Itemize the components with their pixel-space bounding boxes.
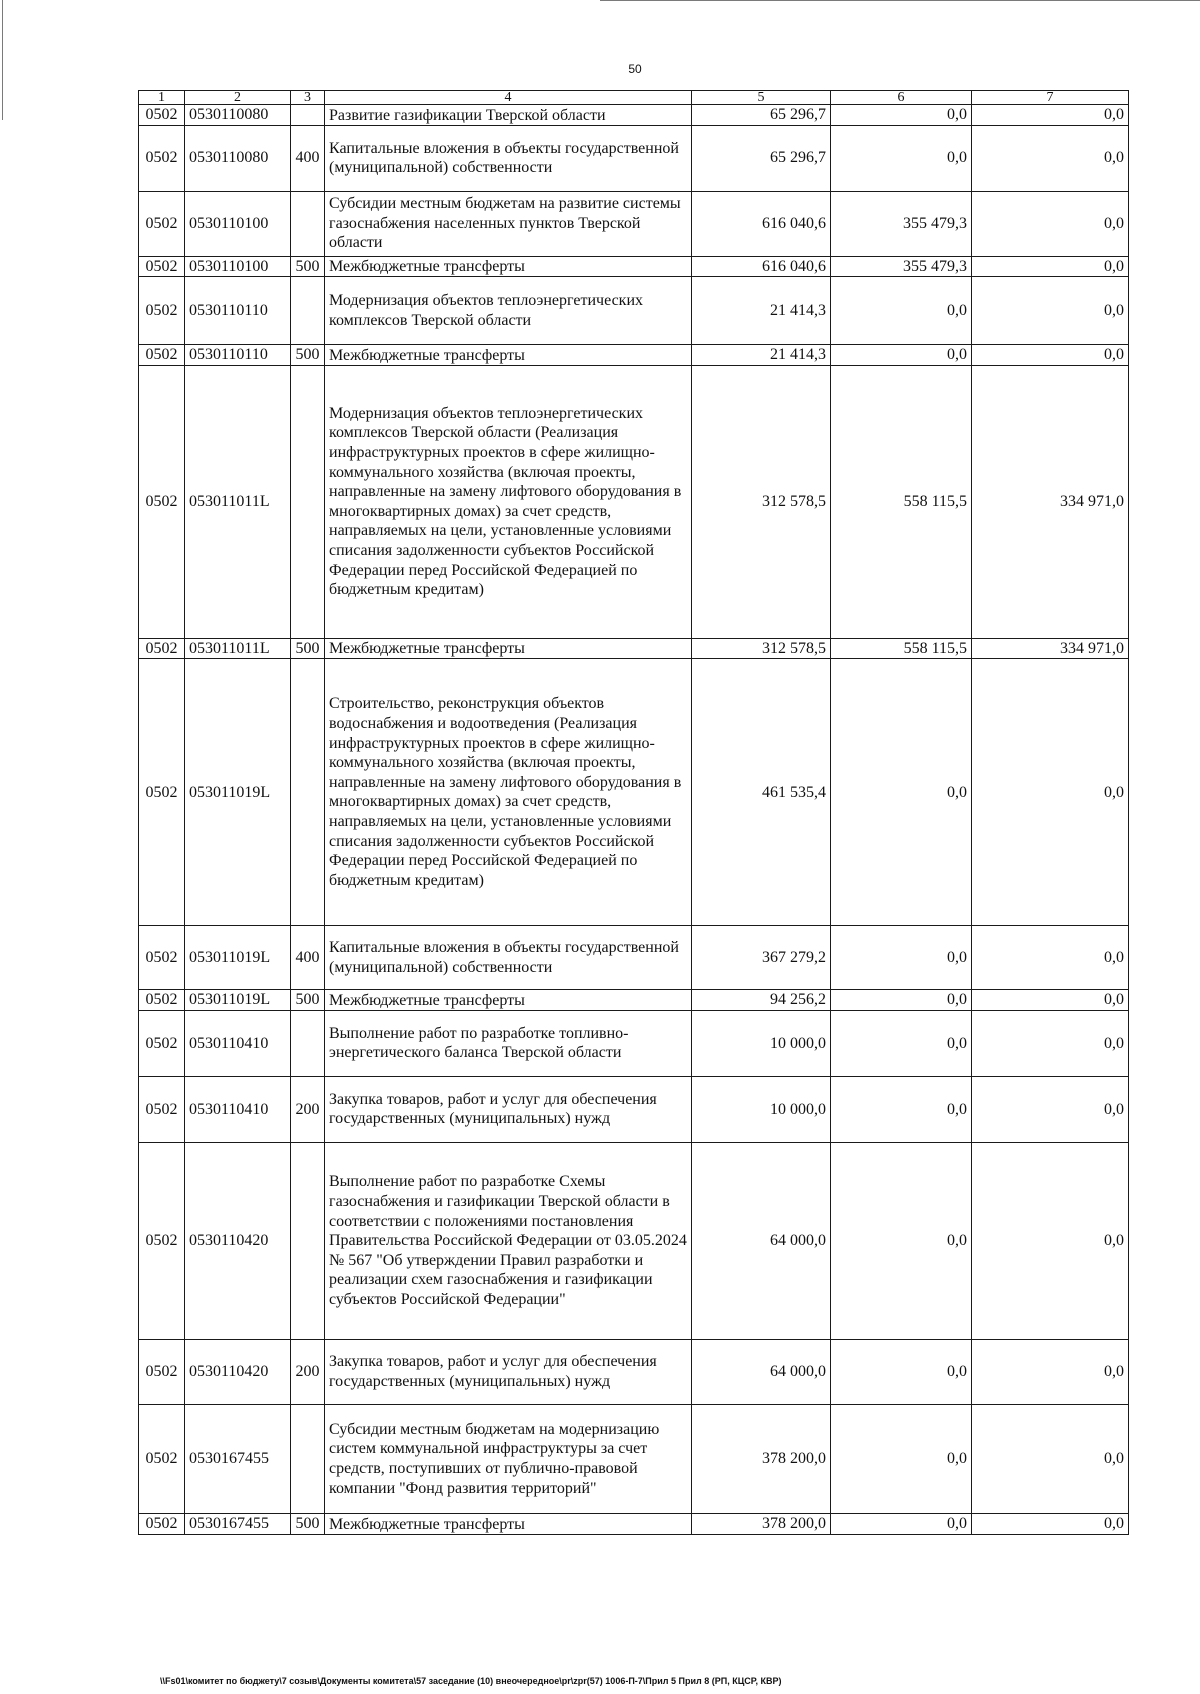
amount-col7-cell: 0,0	[972, 926, 1129, 990]
section-code-cell: 0502	[139, 191, 185, 256]
amount-col6-cell: 0,0	[831, 990, 972, 1011]
description-cell: Закупка товаров, работ и услуг для обеспечения государственных (муниципальных) нужд	[325, 1339, 692, 1404]
amount-col6-cell: 0,0	[831, 1010, 972, 1076]
target-article-code-cell: 0530110080	[185, 125, 291, 191]
section-code-cell: 0502	[139, 1010, 185, 1076]
target-article-code-cell: 0530110080	[185, 105, 291, 126]
table-row	[139, 277, 1129, 345]
amount-col7-cell: 0,0	[972, 345, 1129, 366]
description-cell: Межбюджетные трансферты	[325, 345, 692, 366]
header-cell-1: 1	[139, 91, 185, 105]
amount-col7-cell: 334 971,0	[972, 638, 1129, 659]
amount-col7-cell: 0,0	[972, 1142, 1129, 1339]
table-header-row	[139, 91, 1129, 105]
amount-col5-cell: 64 000,0	[692, 1142, 831, 1339]
table-row	[139, 365, 1129, 638]
table-row	[139, 659, 1129, 926]
target-article-code-cell: 0530110420	[185, 1339, 291, 1404]
amount-col7-cell: 0,0	[972, 1076, 1129, 1142]
amount-col5-cell: 10 000,0	[692, 1010, 831, 1076]
description-cell: Строительство, реконструкция объектов водоснабжения и водоотведения (Реализация инфраструктурных проектов в сфере жилищно-коммунального хозяйства (включая проекты, направленные на замену лифтового оборудования в многоквартирных домах) за счет средств, направляемых на цели, установленные условиями списания задолженности субъектов Российской Федерации перед Российской Федерацией по бюджетным кредитам)	[325, 659, 692, 926]
expense-type-code-cell: 200	[291, 1076, 325, 1142]
amount-col7-cell: 0,0	[972, 1010, 1129, 1076]
expense-type-code-cell: 400	[291, 125, 325, 191]
amount-col6-cell: 0,0	[831, 1076, 972, 1142]
amount-col5-cell: 312 578,5	[692, 365, 831, 638]
header-cell-4: 4	[325, 91, 692, 105]
header-cell-5: 5	[692, 91, 831, 105]
amount-col7-cell: 0,0	[972, 1404, 1129, 1513]
section-code-cell: 0502	[139, 345, 185, 366]
amount-col6-cell: 0,0	[831, 1339, 972, 1404]
expense-type-code-cell: 500	[291, 990, 325, 1011]
amount-col5-cell: 65 296,7	[692, 105, 831, 126]
table-row	[139, 1404, 1129, 1513]
amount-col7-cell: 0,0	[972, 125, 1129, 191]
expense-type-code-cell: 400	[291, 926, 325, 990]
section-code-cell: 0502	[139, 1142, 185, 1339]
section-code-cell: 0502	[139, 926, 185, 990]
amount-col5-cell: 21 414,3	[692, 277, 831, 345]
amount-col6-cell: 0,0	[831, 926, 972, 990]
expense-type-code-cell: 500	[291, 256, 325, 277]
document-file-path: \\Fs01\комитет по бюджету\7 созыв\Документы комитета\57 заседание (10) внеочередное\pr\zpr(57) 1006-П-7\Прил 5 Прил 8 (РП, КЦСР, КВР)	[160, 1676, 782, 1686]
description-cell: Выполнение работ по разработке Схемы газоснабжения и газификации Тверской области в соответствии с положениями постановления Правительства Российской Федерации от 03.05.2024 № 567 "Об утверждении Правил разработки и реализации схем газоснабжения и газификации субъектов Российской Федерации"	[325, 1142, 692, 1339]
expense-type-code-cell: 500	[291, 638, 325, 659]
amount-col6-cell: 0,0	[831, 345, 972, 366]
description-cell: Развитие газификации Тверской области	[325, 105, 692, 126]
amount-col6-cell: 558 115,5	[831, 638, 972, 659]
scan-top-edge	[600, 0, 1200, 1]
table-row	[139, 345, 1129, 366]
expense-type-code-cell	[291, 1404, 325, 1513]
amount-col6-cell: 0,0	[831, 277, 972, 345]
section-code-cell: 0502	[139, 277, 185, 345]
expense-type-code-cell	[291, 659, 325, 926]
amount-col5-cell: 312 578,5	[692, 638, 831, 659]
section-code-cell: 0502	[139, 105, 185, 126]
expense-type-code-cell	[291, 1142, 325, 1339]
header-cell-2: 2	[185, 91, 291, 105]
header-cell-6: 6	[831, 91, 972, 105]
description-cell: Межбюджетные трансферты	[325, 1513, 692, 1534]
section-code-cell: 0502	[139, 256, 185, 277]
target-article-code-cell: 053011019L	[185, 926, 291, 990]
target-article-code-cell: 0530167455	[185, 1404, 291, 1513]
description-cell: Модернизация объектов теплоэнергетических комплексов Тверской области (Реализация инфраструктурных проектов в сфере жилищно-коммунального хозяйства (включая проекты, направленные на замену лифтового оборудования в многоквартирных домах) за счет средств, направляемых на цели, установленные условиями списания задолженности субъектов Российской Федерации перед Российской Федерацией по бюджетным кредитам)	[325, 365, 692, 638]
table-row	[139, 1076, 1129, 1142]
description-cell: Закупка товаров, работ и услуг для обеспечения государственных (муниципальных) нужд	[325, 1076, 692, 1142]
amount-col7-cell: 0,0	[972, 990, 1129, 1011]
description-cell: Модернизация объектов теплоэнергетических комплексов Тверской области	[325, 277, 692, 345]
amount-col6-cell: 0,0	[831, 1513, 972, 1534]
expense-type-code-cell	[291, 1010, 325, 1076]
amount-col5-cell: 94 256,2	[692, 990, 831, 1011]
description-cell: Капитальные вложения в объекты государственной (муниципальной) собственности	[325, 125, 692, 191]
amount-col5-cell: 10 000,0	[692, 1076, 831, 1142]
amount-col5-cell: 64 000,0	[692, 1339, 831, 1404]
table-row	[139, 125, 1129, 191]
section-code-cell: 0502	[139, 1076, 185, 1142]
amount-col6-cell: 0,0	[831, 105, 972, 126]
target-article-code-cell: 0530110410	[185, 1010, 291, 1076]
amount-col7-cell: 0,0	[972, 1339, 1129, 1404]
amount-col7-cell: 0,0	[972, 105, 1129, 126]
amount-col5-cell: 616 040,6	[692, 256, 831, 277]
table-row	[139, 1339, 1129, 1404]
amount-col5-cell: 21 414,3	[692, 345, 831, 366]
amount-col5-cell: 616 040,6	[692, 191, 831, 256]
table-row	[139, 1142, 1129, 1339]
description-cell: Межбюджетные трансферты	[325, 990, 692, 1011]
section-code-cell: 0502	[139, 125, 185, 191]
amount-col7-cell: 0,0	[972, 659, 1129, 926]
description-cell: Субсидии местным бюджетам на развитие системы газоснабжения населенных пунктов Тверской области	[325, 191, 692, 256]
budget-table	[138, 90, 1129, 1535]
target-article-code-cell: 0530110420	[185, 1142, 291, 1339]
section-code-cell: 0502	[139, 990, 185, 1011]
target-article-code-cell: 053011011L	[185, 638, 291, 659]
section-code-cell: 0502	[139, 1339, 185, 1404]
target-article-code-cell: 053011019L	[185, 659, 291, 926]
header-cell-3: 3	[291, 91, 325, 105]
target-article-code-cell: 0530110100	[185, 256, 291, 277]
table-row	[139, 105, 1129, 126]
expense-type-code-cell: 500	[291, 345, 325, 366]
section-code-cell: 0502	[139, 638, 185, 659]
amount-col5-cell: 65 296,7	[692, 125, 831, 191]
description-cell: Межбюджетные трансферты	[325, 638, 692, 659]
table-row	[139, 638, 1129, 659]
expense-type-code-cell	[291, 277, 325, 345]
amount-col6-cell: 0,0	[831, 1142, 972, 1339]
expense-type-code-cell: 500	[291, 1513, 325, 1534]
amount-col7-cell: 334 971,0	[972, 365, 1129, 638]
target-article-code-cell: 0530110110	[185, 345, 291, 366]
target-article-code-cell: 0530110100	[185, 191, 291, 256]
target-article-code-cell: 0530110410	[185, 1076, 291, 1142]
target-article-code-cell: 0530110110	[185, 277, 291, 345]
expense-type-code-cell: 200	[291, 1339, 325, 1404]
description-cell: Выполнение работ по разработке топливно-энергетического баланса Тверской области	[325, 1010, 692, 1076]
amount-col6-cell: 0,0	[831, 125, 972, 191]
amount-col6-cell: 355 479,3	[831, 191, 972, 256]
expense-type-code-cell	[291, 191, 325, 256]
amount-col7-cell: 0,0	[972, 191, 1129, 256]
description-cell: Межбюджетные трансферты	[325, 256, 692, 277]
amount-col6-cell: 0,0	[831, 1404, 972, 1513]
header-cell-7: 7	[972, 91, 1129, 105]
table-row	[139, 990, 1129, 1011]
amount-col5-cell: 378 200,0	[692, 1513, 831, 1534]
amount-col6-cell: 0,0	[831, 659, 972, 926]
description-cell: Капитальные вложения в объекты государственной (муниципальной) собственности	[325, 926, 692, 990]
description-cell: Субсидии местным бюджетам на модернизацию систем коммунальной инфраструктуры за счет средств, поступивших от публично-правовой компании "Фонд развития территорий"	[325, 1404, 692, 1513]
amount-col5-cell: 367 279,2	[692, 926, 831, 990]
section-code-cell: 0502	[139, 659, 185, 926]
amount-col7-cell: 0,0	[972, 1513, 1129, 1534]
table-row	[139, 256, 1129, 277]
section-code-cell: 0502	[139, 1404, 185, 1513]
target-article-code-cell: 053011019L	[185, 990, 291, 1011]
amount-col7-cell: 0,0	[972, 277, 1129, 345]
amount-col5-cell: 378 200,0	[692, 1404, 831, 1513]
expense-type-code-cell	[291, 365, 325, 638]
page-number: 50	[628, 62, 642, 76]
table-row	[139, 1513, 1129, 1534]
amount-col5-cell: 461 535,4	[692, 659, 831, 926]
table-row	[139, 191, 1129, 256]
section-code-cell: 0502	[139, 1513, 185, 1534]
amount-col7-cell: 0,0	[972, 256, 1129, 277]
table-row	[139, 926, 1129, 990]
section-code-cell: 0502	[139, 365, 185, 638]
amount-col6-cell: 355 479,3	[831, 256, 972, 277]
target-article-code-cell: 053011011L	[185, 365, 291, 638]
table-row	[139, 1010, 1129, 1076]
target-article-code-cell: 0530167455	[185, 1513, 291, 1534]
expense-type-code-cell	[291, 105, 325, 126]
scan-left-edge	[2, 0, 4, 120]
amount-col6-cell: 558 115,5	[831, 365, 972, 638]
